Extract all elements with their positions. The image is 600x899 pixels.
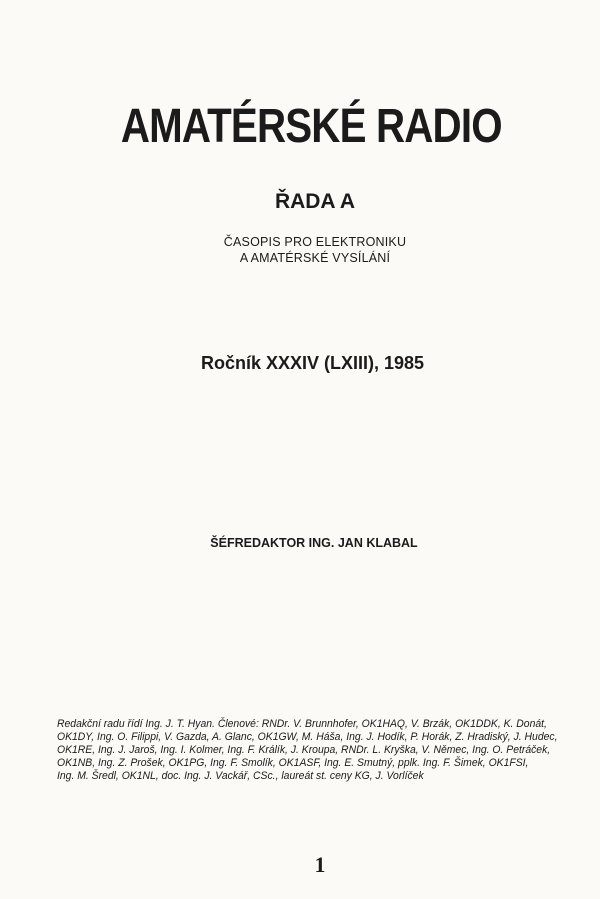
volume-heading: Ročník XXXIV (LXIII), 1985 (200, 353, 425, 373)
editor-in-chief: ŠÉFREDAKTOR ING. JAN KLABAL (210, 536, 418, 550)
editorial-board-line: Ing. M. Šredl, OK1NL, doc. Ing. J. Vackář, CSc., laureát st. ceny KG, J. Vorlíček (57, 770, 424, 782)
editorial-board-line: OK1NB, Ing. Z. Prošek, OK1PG, Ing. F. Smolík, OK1ASF, Ing. E. Smutný, pplk. Ing. F. Šimek, OK1FSI, (57, 757, 529, 769)
page-number: 1 (314, 852, 326, 877)
editorial-board-line: OK1DY, Ing. O. Filippi, V. Gazda, A. Glanc, OK1GW, M. Háša, Ing. J. Hodík, P. Horák, Z. Hradiský, J. Hudec, (57, 731, 558, 743)
editorial-board-line: Redakční radu řídí Ing. J. T. Hyan. Členové: RNDr. V. Brunnhofer, OK1HAQ, V. Brzák, OK1DDK, K. Donát, (57, 718, 547, 730)
subtitle-line: ČASOPIS PRO ELEKTRONIKU (223, 235, 407, 249)
series-label: ŘADA A (274, 190, 356, 213)
magazine-title: AMATÉRSKÉ RADIO (120, 100, 502, 153)
editorial-board-line: OK1RE, Ing. J. Jaroš, Ing. I. Kolmer, Ing. F. Králík, J. Kroupa, RNDr. L. Kryška, V. Němec, Ing. O. Petráček, (57, 744, 551, 756)
editorial-board (57, 718, 587, 783)
subtitle-line: A AMATÉRSKÉ VYSÍLÁNÍ (239, 251, 391, 265)
